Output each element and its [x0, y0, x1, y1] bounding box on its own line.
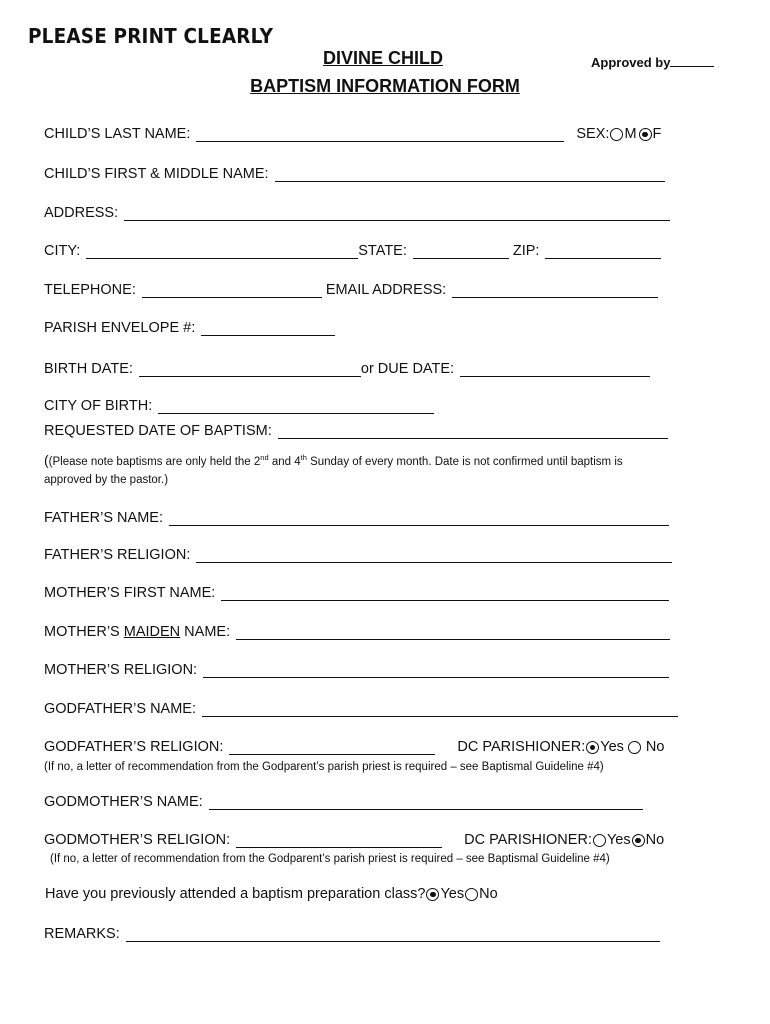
- requested-date-label: REQUESTED DATE OF BAPTISM:: [44, 423, 272, 439]
- fathers-religion-field[interactable]: [196, 548, 672, 563]
- godmother-yes-radio[interactable]: [593, 834, 606, 847]
- fathers-name-field[interactable]: [169, 511, 669, 526]
- mothers-first-name-row: [44, 585, 673, 601]
- fathers-name-label: FATHER’S NAME:: [44, 510, 163, 526]
- godmother-dc-parishioner-label: DC PARISHIONER:: [464, 832, 592, 848]
- godmother-no-label: No: [645, 832, 665, 848]
- city-of-birth-label: CITY OF BIRTH:: [44, 398, 153, 414]
- godfathers-religion-row: [44, 739, 664, 755]
- prep-class-no-radio[interactable]: [465, 888, 478, 901]
- godfather-yes-radio[interactable]: [586, 741, 599, 754]
- sex-f-radio[interactable]: [639, 128, 652, 141]
- godfathers-religion-label: GODFATHER’S RELIGION:: [44, 739, 224, 755]
- sex-m-label: M: [624, 126, 637, 142]
- prep-class-row: [45, 886, 498, 902]
- zip-field[interactable]: [545, 244, 661, 259]
- zip-label: ZIP:: [512, 243, 540, 259]
- childs-first-middle-row: [44, 166, 669, 182]
- godfathers-name-row: [44, 701, 682, 717]
- fathers-religion-row: [44, 547, 676, 563]
- baptism-note-text-c: Sunday of every month. Date is not confirmed until baptism is: [306, 456, 623, 468]
- childs-last-name-label: CHILD’S LAST NAME:: [44, 126, 191, 142]
- baptism-note-sup-nd: nd: [260, 453, 269, 463]
- godmother-no-radio[interactable]: [632, 834, 645, 847]
- state-label: STATE:: [358, 243, 407, 259]
- mothers-maiden-name-field[interactable]: [236, 625, 670, 640]
- email-label: EMAIL ADDRESS:: [325, 282, 447, 298]
- birth-date-field[interactable]: [139, 362, 361, 377]
- parish-envelope-label: PARISH ENVELOPE #:: [44, 320, 196, 336]
- prep-class-yes-radio[interactable]: [426, 888, 439, 901]
- godfather-yes-label: Yes: [600, 739, 624, 755]
- requested-date-field[interactable]: [278, 424, 668, 439]
- approved-by: [591, 54, 714, 70]
- mothers-maiden-word: MAIDEN: [123, 624, 181, 640]
- mothers-maiden-prefix: MOTHER’S: [44, 624, 124, 640]
- godfather-no-radio[interactable]: [628, 741, 641, 754]
- godmothers-name-row: [44, 794, 647, 810]
- prep-class-yes-label: Yes: [440, 886, 465, 902]
- telephone-email-row: [44, 282, 662, 298]
- godfathers-name-field[interactable]: [202, 702, 678, 717]
- godmothers-name-label: GODMOTHER’S NAME:: [44, 794, 203, 810]
- baptism-note-text-a: (Please note baptisms are only held the 2: [48, 456, 261, 468]
- childs-first-middle-field[interactable]: [275, 167, 665, 182]
- remarks-label: REMARKS:: [44, 926, 120, 942]
- form-title-church: DIVINE CHILD: [322, 48, 443, 68]
- sex-m-radio[interactable]: [610, 128, 623, 141]
- childs-last-name-row: [44, 126, 661, 142]
- mothers-religion-label: MOTHER’S RELIGION:: [44, 662, 198, 678]
- mothers-maiden-name-label: [44, 624, 230, 640]
- birth-date-label: BIRTH DATE:: [44, 361, 133, 377]
- city-of-birth-row: [44, 398, 438, 414]
- approved-by-label: Approved by: [591, 55, 671, 70]
- godmothers-religion-row: [44, 832, 664, 848]
- city-field[interactable]: [86, 244, 358, 259]
- mothers-religion-row: [44, 662, 673, 678]
- childs-last-name-field[interactable]: [196, 127, 564, 142]
- state-field[interactable]: [413, 244, 509, 259]
- mothers-first-name-field[interactable]: [221, 586, 669, 601]
- godfather-no-label: No: [645, 739, 665, 755]
- print-clearly-notice: PLEASE PRINT CLEARLY: [28, 24, 274, 48]
- prep-class-no-label: No: [479, 886, 498, 902]
- telephone-field[interactable]: [142, 283, 322, 298]
- godfathers-religion-field[interactable]: [229, 740, 435, 755]
- godfathers-name-label: GODFATHER’S NAME:: [44, 701, 196, 717]
- mothers-maiden-suffix: NAME:: [180, 624, 231, 640]
- baptism-note-text-b: and 4: [268, 456, 301, 468]
- godmothers-name-field[interactable]: [209, 795, 643, 810]
- godmother-recommendation-note: (If no, a letter of recommendation from the Godparent’s parish priest is required – see Baptismal Guideline #4): [50, 853, 610, 865]
- godfather-recommendation-note: (If no, a letter of recommendation from the Godparent’s parish priest is required – see Baptismal Guideline #4): [44, 761, 604, 773]
- mothers-religion-field[interactable]: [203, 663, 669, 678]
- sex-label: SEX:: [576, 126, 610, 142]
- address-field[interactable]: [124, 206, 670, 221]
- parish-envelope-row: [44, 320, 339, 336]
- birth-date-row: [44, 361, 654, 377]
- baptism-note-line2: approved by the pastor.): [44, 474, 169, 486]
- city-state-zip-row: [44, 243, 665, 259]
- city-of-birth-field[interactable]: [158, 399, 434, 414]
- email-field[interactable]: [452, 283, 658, 298]
- baptism-note-sup-th: th: [300, 453, 307, 463]
- requested-date-row: [44, 423, 672, 439]
- city-label: CITY:: [44, 243, 81, 259]
- address-row: [44, 205, 674, 221]
- godmother-yes-label: Yes: [606, 832, 631, 848]
- godfather-dc-parishioner-label: DC PARISHIONER:: [457, 739, 586, 755]
- form-title: BAPTISM INFORMATION FORM: [250, 76, 520, 96]
- mothers-maiden-name-row: [44, 624, 674, 640]
- due-date-field[interactable]: [460, 362, 650, 377]
- sex-f-label: F: [652, 126, 662, 142]
- fathers-name-row: [44, 510, 673, 526]
- prep-class-question: Have you previously attended a baptism preparation class?: [45, 886, 426, 902]
- remarks-field[interactable]: [126, 927, 660, 942]
- approved-by-line[interactable]: [670, 54, 714, 67]
- godmothers-religion-label: GODMOTHER’S RELIGION:: [44, 832, 231, 848]
- baptism-schedule-note: ((Please note baptisms are only held the 2nd and 4th Sunday of every month. Date is not confirmed until baptism is: [44, 452, 623, 468]
- address-label: ADDRESS:: [44, 205, 119, 221]
- due-date-label: or DUE DATE:: [360, 361, 455, 377]
- remarks-row: [44, 926, 664, 942]
- parish-envelope-field[interactable]: [201, 321, 335, 336]
- fathers-religion-label: FATHER’S RELIGION:: [44, 547, 191, 563]
- mothers-first-name-label: MOTHER’S FIRST NAME:: [44, 585, 216, 601]
- godmothers-religion-field[interactable]: [236, 833, 442, 848]
- telephone-label: TELEPHONE:: [44, 282, 136, 298]
- childs-first-middle-label: CHILD’S FIRST & MIDDLE NAME:: [44, 166, 269, 182]
